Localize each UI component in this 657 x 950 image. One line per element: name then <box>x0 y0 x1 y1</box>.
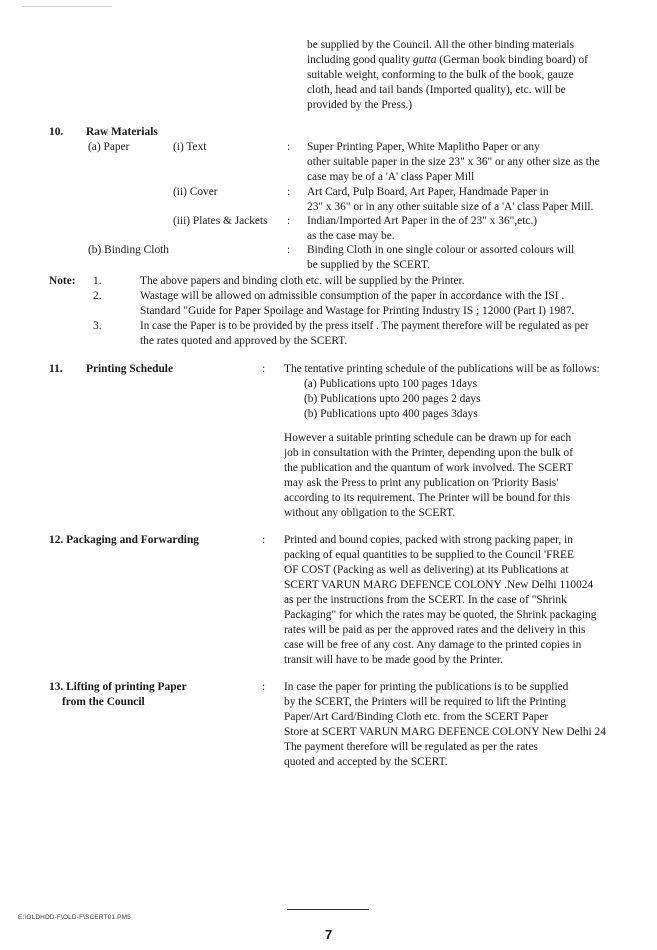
note-label: Note: <box>49 275 76 287</box>
packaging-line-5: as per the instructions from the SCERT. In the case of "Shrink <box>284 594 567 606</box>
schedule-para-4: may ask the Press to print any publication on 'Priority Basis' <box>284 477 559 489</box>
packaging-line-7: rates will be paid as per the approved rates and the delivery in this <box>284 624 586 636</box>
cloth-line-2: be supplied by the SCERT. <box>307 259 430 271</box>
packaging-line-3: OF COST (Packing as well as delivering) at its Publications at <box>284 564 569 576</box>
lifting-line-5: The payment therefore will be regulated as per the rates <box>284 741 538 753</box>
intro-line-1: be supplied by the Council. All the other binding materials <box>307 39 575 51</box>
intro-line-2 <box>307 53 588 68</box>
note-1-line-1: The above papers and binding cloth etc. will be supplied by the Printer. <box>140 275 465 287</box>
plates-line-2: as the case may be. <box>307 230 395 242</box>
note-3-line-1: In case the Paper is to be provided by the press itself . The payment therefore will be regulated as per <box>140 320 589 332</box>
cloth-line-1: Binding Cloth in one single colour or assorted colours will <box>307 244 575 256</box>
note-2-num: 2. <box>93 290 102 302</box>
lifting-line-6: quoted and accepted by the SCERT. <box>284 756 448 768</box>
section-10-number: 10. <box>49 126 64 138</box>
text-line-1: Super Printing Paper, White Maplitho Paper or any <box>307 141 540 153</box>
note-2-line-2: Standard "Guide for Paper Spoilage and Wastage for Printing Industry IS ; 12000 (Part I) 1987. <box>140 305 575 317</box>
plates-label: (iii) Plates & Jackets <box>173 215 268 227</box>
cover-colon: : <box>287 186 291 198</box>
cover-label: (ii) Cover <box>173 186 218 198</box>
schedule-item-b1: (b) Publications upto 200 pages 2 days <box>304 393 481 405</box>
paper-label: (a) Paper <box>88 141 130 153</box>
note-3-num: 3. <box>93 320 102 332</box>
text-line-3: case may be of a 'A' class Paper Mill <box>307 171 475 183</box>
intro-gutta: gutta <box>413 54 437 66</box>
note-1-num: 1. <box>93 275 102 287</box>
schedule-para-3: the publication and the quantum of work involved. The SCERT <box>284 462 573 474</box>
packaging-line-2: packing of equal quantities to be supplied to the Council 'FREE <box>284 549 574 561</box>
schedule-intro: The tentative printing schedule of the publications will be as follows: <box>284 363 600 375</box>
plates-colon: : <box>287 215 291 227</box>
text-line-2: other suitable paper in the size 23" x 36" or any other size as the <box>307 156 600 168</box>
footer-rule <box>287 909 369 910</box>
packaging-line-6: Packaging" for which the rates may be quoted, the Shrink packaging <box>284 609 597 621</box>
lifting-line-1: In case the paper for printing the publications is to be supplied <box>284 681 569 693</box>
cloth-colon: : <box>287 244 291 256</box>
lifting-line-2: by the SCERT, the Printers will be required to lift the Printing <box>284 696 566 708</box>
text-colon: : <box>287 141 291 153</box>
schedule-para-2: job in consultation with the Printer, depending upon the bulk of <box>284 447 574 459</box>
intro-line-5: provided by the Press.) <box>307 99 413 111</box>
section-13-title-2: from the Council <box>62 696 145 708</box>
schedule-colon: : <box>262 363 266 375</box>
schedule-item-a: (a) Publications upto 100 pages 1days <box>304 378 478 390</box>
text-label: (i) Text <box>173 141 207 153</box>
intro-line-2-a: including good quality <box>307 54 413 66</box>
packaging-line-1: Printed and bound copies, packed with strong packing paper, in <box>284 534 573 546</box>
cover-line-1: Art Card, Pulp Board, Art Paper, Handmade Paper in <box>307 186 549 198</box>
packaging-line-4: SCERT VARUN MARG DEFENCE COLONY .New Delhi 110024 <box>284 579 594 591</box>
lifting-colon: : <box>262 681 266 693</box>
plates-line-1: Indian/Imported Art Paper in the of 23" x 36",etc.) <box>307 215 538 227</box>
section-13-title-1: 13. Lifting of printing Paper <box>49 681 187 693</box>
intro-line-3: suitable weight, conforming to the bulk of the book, gauze <box>307 69 574 81</box>
cover-line-2: 23" x 36" or in any other suitable size of a 'A' class Paper Mill. <box>307 201 594 213</box>
page-number: 7 <box>325 927 333 942</box>
intro-line-4: cloth, head and tail bands (Imported quality), etc. will be <box>307 84 566 96</box>
intro-line-2-b: (German book binding board) of <box>436 54 588 66</box>
packaging-line-9: transit will have to be made good by the Printer. <box>284 654 503 666</box>
footer-file-path: E:\OLDHDD-F\OLD-F\SCERT01.PM5 <box>18 914 131 921</box>
lifting-line-4: Store at SCERT VARUN MARG DEFENCE COLONY New Delhi 24 <box>284 726 606 738</box>
packaging-colon: : <box>262 534 266 546</box>
section-10-title: Raw Materials <box>86 126 158 138</box>
section-12-title: 12. Packaging and Forwarding <box>49 534 199 546</box>
lifting-line-3: Paper/Art Card/Binding Cloth etc. from the SCERT Paper <box>284 711 549 723</box>
schedule-para-6: without any obligation to the SCERT. <box>284 507 456 519</box>
section-11-number: 11. <box>49 363 63 375</box>
schedule-para-5: according to its requirement. The Printer will be bound for this <box>284 492 571 504</box>
top-edge-line <box>22 6 112 7</box>
note-3-line-2: the rates quoted and approved by the SCERT. <box>140 335 348 347</box>
section-11-title: Printing Schedule <box>86 363 174 375</box>
cloth-label: (b) Binding Cloth <box>88 244 170 256</box>
schedule-item-b2: (b) Publications upto 400 pages 3days <box>304 408 478 420</box>
packaging-line-8: case will be free of any cost. Any damage to the printed copies in <box>284 639 582 651</box>
note-2-line-1: Wastage will be allowed on admissible consumption of the paper in accordance with the ISI . <box>140 290 565 302</box>
schedule-para-1: However a suitable printing schedule can be drawn up for each <box>284 432 572 444</box>
